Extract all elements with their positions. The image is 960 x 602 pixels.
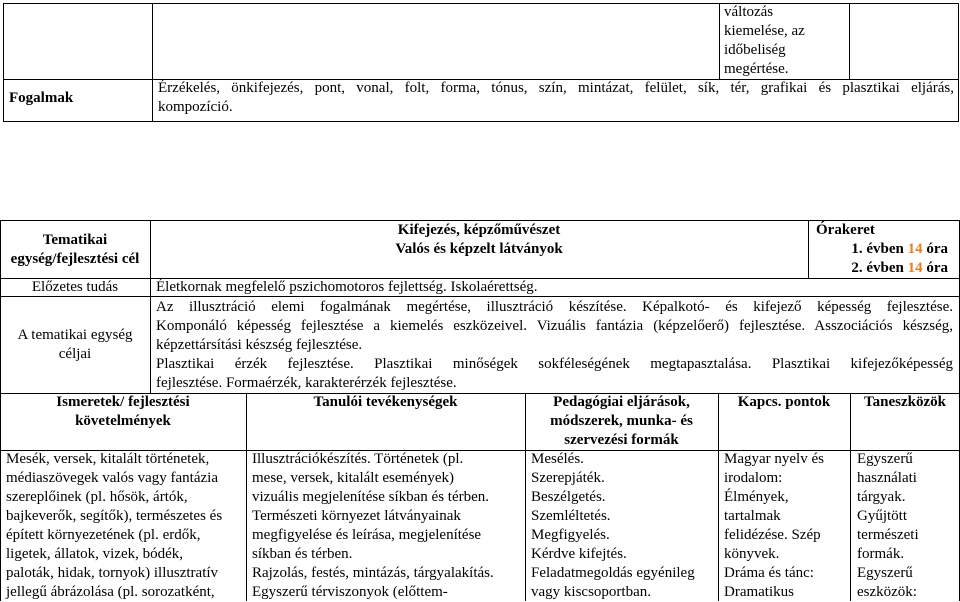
text-line: felidézése. Szép [724, 527, 821, 543]
celjai-label [0, 326, 150, 364]
text-line: Plasztikai érzék fejlesztése. Plasztikai minőségek sokféleségének megtapasztalása. Plasztikai kifejezőképesség [156, 356, 953, 372]
fogalmak-label: Fogalmak [9, 90, 74, 106]
text-line: céljai [58, 346, 92, 362]
text-line: szervezési formák [564, 432, 679, 448]
header-ismeretek [0, 393, 246, 431]
unit-table-col-divider-d [850, 393, 851, 601]
text-line: épített környezetének (pl. erdők, [6, 527, 201, 543]
text-span: 2. évben [851, 260, 908, 276]
text-line: Beszélgetés. [531, 489, 606, 505]
text-line: médiaszövegek valós vagy fantázia [6, 470, 218, 486]
previous-row-cell-text [724, 3, 844, 79]
text-line: Az illusztráció elemi fogalmának megértése, illusztráció készítése. Képalkotó- és kifejező képesség fejlesztése. [156, 299, 953, 315]
top-table-border-right [958, 3, 959, 122]
top-table-col-divider-2 [719, 3, 720, 80]
text-line: Ismeretek/ fejlesztési [56, 394, 190, 410]
header-kapcs: Kapcs. pontok [737, 394, 831, 410]
top-table-col-divider [152, 3, 153, 122]
hour-count: 14 [907, 260, 923, 276]
text-line: ligetek, állatok, vizek, bódék, [6, 546, 184, 562]
text-line: fejlesztése. Formaérzék, karakterérzék fejlesztése. [156, 375, 457, 391]
text-line: vizuális megjelenítése síkban és térben. [252, 489, 490, 505]
text-line: használati [857, 470, 917, 486]
text-line: képzettársítási készség fejlesztése. [156, 337, 363, 353]
text-line: Dramatikus [724, 584, 794, 600]
top-table-border-left [3, 3, 4, 122]
text-span: óra [922, 241, 948, 257]
text-line: eszközök: [857, 584, 917, 600]
text-line: vagy kiscsoportban. [531, 584, 651, 600]
text-line: síkban és térben. [252, 546, 353, 562]
text-span: 1. évben [851, 241, 908, 257]
text-line: Kifejezés, képzőművészet [397, 222, 561, 238]
tematikai-label [0, 231, 150, 269]
unit-table-col-divider-a [246, 393, 247, 601]
text-line: Egyszerű [857, 565, 913, 581]
orakeret-cell [812, 221, 956, 278]
text-line: Rajzolás, festés, mintázás, tárgyalakítás. [252, 565, 494, 581]
header-tanuloi: Tanulói tevékenységek [313, 394, 458, 410]
tanuloi-cell [252, 450, 524, 602]
kapcs-cell [724, 450, 848, 602]
text-line: bajkeverők, segítők), természetes és [6, 508, 223, 524]
text-line: formák. [857, 546, 905, 562]
text-line: Megfigyelés. [531, 527, 610, 543]
text-line: Komponáló képesség fejlesztése a kiemelés eszközeivel. Vizuális fantázia (képzelőerő) fejlesztése. Asszociációs készség, [156, 318, 953, 334]
text-line: Mesék, versek, kitalált történetek, [6, 451, 210, 467]
celjai-text [156, 298, 953, 393]
text-line: Magyar nyelv és [724, 451, 824, 467]
text-line: Szemléltetés. [531, 508, 611, 524]
text-line: Illusztrációkészítés. Történetek (pl. [252, 451, 464, 467]
orakeret-year-1 [812, 240, 956, 259]
ismeretek-cell [6, 450, 244, 602]
fogalmak-text-line-2: kompozíció. [158, 99, 233, 115]
text-line: Pedagógiai eljárások, [553, 394, 690, 410]
top-table-col-divider-3 [849, 3, 850, 80]
text-line: Valós és képzelt látványok [395, 241, 563, 257]
text-line: egység/fejlesztési cél [10, 251, 140, 267]
text-line: Természeti környezet látványainak [252, 508, 461, 524]
text-line: Tematikai [42, 232, 108, 248]
text-line: megfigyelése és leírása, megjelenítése [252, 527, 482, 543]
fogalmak-text-line-1: Érzékelés, önkifejezés, pont, vonal, folt, forma, tónus, szín, mintázat, felület, sík, tér, grafikai és plasztikai eljárás, [158, 80, 954, 96]
taneszkozok-cell [857, 450, 957, 602]
text-line: megértése. [724, 61, 789, 77]
text-line: irodalom: [724, 470, 783, 486]
text-line: változás [724, 4, 774, 20]
elozetes-text: Életkornak megfelelő pszichomotoros fejlettség. Iskolaérettség. [156, 279, 538, 295]
text-line: Kérdve kifejtés. [531, 546, 627, 562]
text-line: tárgyak. [857, 489, 906, 505]
text-line: mese, versek, kitalált események) [252, 470, 455, 486]
text-line: időbeliség [724, 42, 786, 58]
text-span: óra [922, 260, 948, 276]
text-line: könyvek. [724, 546, 780, 562]
orakeret-year-2 [812, 259, 956, 278]
text-line: szereplőinek (pl. hősök, ártók, [6, 489, 188, 505]
orakeret-label: Órakeret [816, 222, 875, 238]
text-line: Feladatmegoldás egyénileg [531, 565, 695, 581]
text-line: Szerepjáték. [531, 470, 605, 486]
text-line: Egyszerű térviszonyok (előttem- [252, 584, 448, 600]
text-line: Élmények, [724, 489, 789, 505]
text-line: követelmények [75, 413, 171, 429]
text-line: természeti [857, 527, 919, 543]
pedagogiai-cell [531, 450, 717, 602]
header-taneszkozok: Taneszközök [864, 394, 946, 410]
text-line: Dráma és tánc: [724, 565, 814, 581]
elozetes-label: Előzetes tudás [31, 279, 119, 295]
text-line: kiemelése, az [724, 23, 805, 39]
text-line: Egyszerű [857, 451, 913, 467]
top-table-border-bottom [3, 121, 959, 122]
text-line: Mesélés. [531, 451, 584, 467]
hour-count: 14 [907, 241, 923, 257]
text-line: Gyűjtött [857, 508, 908, 524]
text-line: jellegű ábrázolása (pl. sorozatként, [6, 584, 215, 600]
text-line: tartalmak [724, 508, 781, 524]
unit-title [150, 221, 808, 259]
unit-table-orakeret-divider [808, 220, 809, 278]
text-line: A tematikai egység [17, 327, 133, 343]
text-line: módszerek, munka- és [550, 413, 693, 429]
header-pedagogiai [525, 393, 718, 450]
unit-table-col-divider-c [718, 393, 719, 601]
text-line: paloták, hidak, tornyok) illusztratív [6, 565, 219, 581]
